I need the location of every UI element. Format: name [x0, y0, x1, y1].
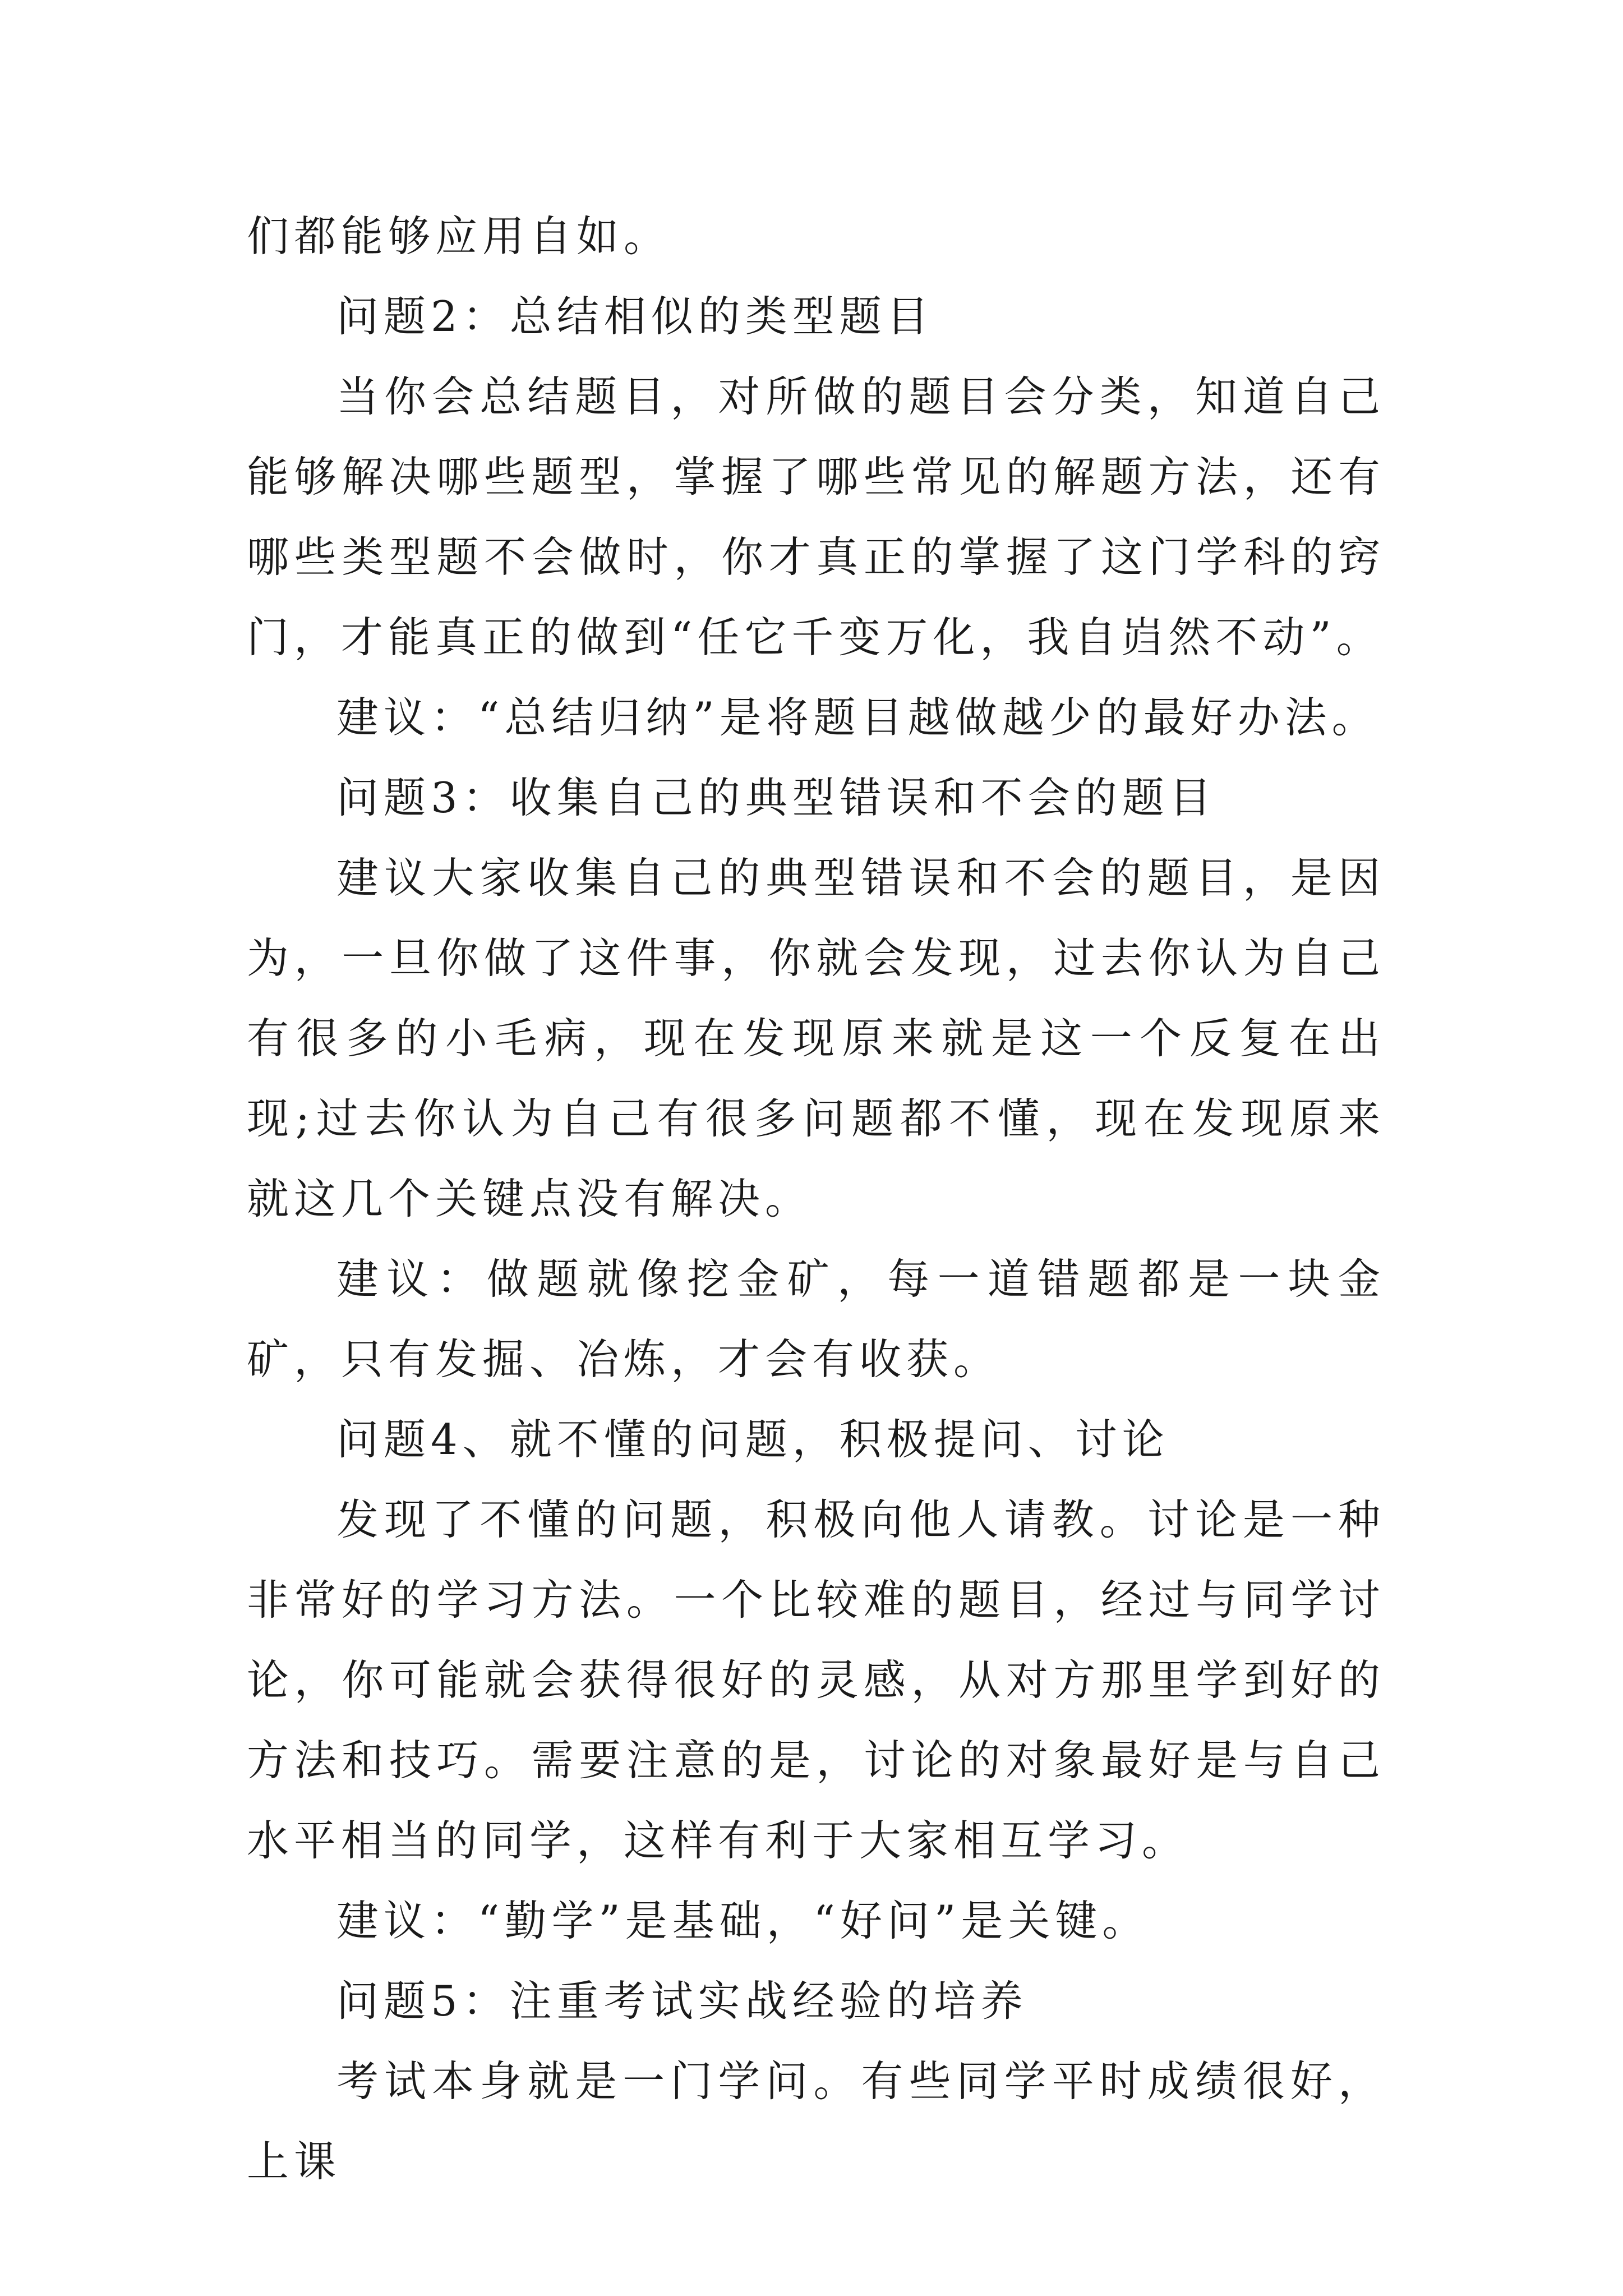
suggestion-ask: 建议：“勤学”是基础，“好问”是关键。: [336, 1896, 1150, 1945]
heading-question-4: 问题4、就不懂的问题，积极提问、讨论: [336, 1415, 1169, 1464]
paragraph-continuation: 们都能够应用自如。: [247, 211, 671, 261]
paragraph-exam: 考试本身就是一门学问。有些同学平时成绩很好，上课: [247, 2056, 1385, 2186]
paragraph-collect-errors: 建议大家收集自己的典型错误和不会的题目，是因为，一旦你做了这件事，你就会发现，过去你认为自己有很多的小毛病，现在发现原来就是这一个反复在出现;过去你认为自己有很多问题都不懂，现在发现原来就这几个关键点没有解决。: [247, 853, 1385, 1223]
heading-question-2: 问题2：总结相似的类型题目: [336, 292, 934, 341]
document-body: [247, 196, 1385, 2202]
paragraph-summary: 当你会总结题目，对所做的题目会分类，知道自己能够解决哪些题型，掌握了哪些常见的解题方法，还有哪些类型题不会做时，你才真正的掌握了这门学科的窍门，才能真正的做到“任它千变万化，我自岿然不动”。: [247, 372, 1385, 662]
heading-question-5: 问题5：注重考试实战经验的培养: [336, 1976, 1028, 2026]
suggestion-gold-mine: 建议：做题就像挖金矿，每一道错题都是一块金矿，只有发掘、冶炼，才会有收获。: [247, 1254, 1385, 1384]
heading-question-3: 问题3：收集自己的典型错误和不会的题目: [336, 773, 1216, 822]
suggestion-summary: 建议：“总结归纳”是将题目越做越少的最好办法。: [336, 693, 1379, 742]
paragraph-discussion: 发现了不懂的问题，积极向他人请教。讨论是一种非常好的学习方法。一个比较难的题目，经过与同学讨论，你可能就会获得很好的灵感，从对方那里学到好的方法和技巧。需要注意的是，讨论的对象最好是与自己水平相当的同学，这样有利于大家相互学习。: [247, 1495, 1385, 1865]
